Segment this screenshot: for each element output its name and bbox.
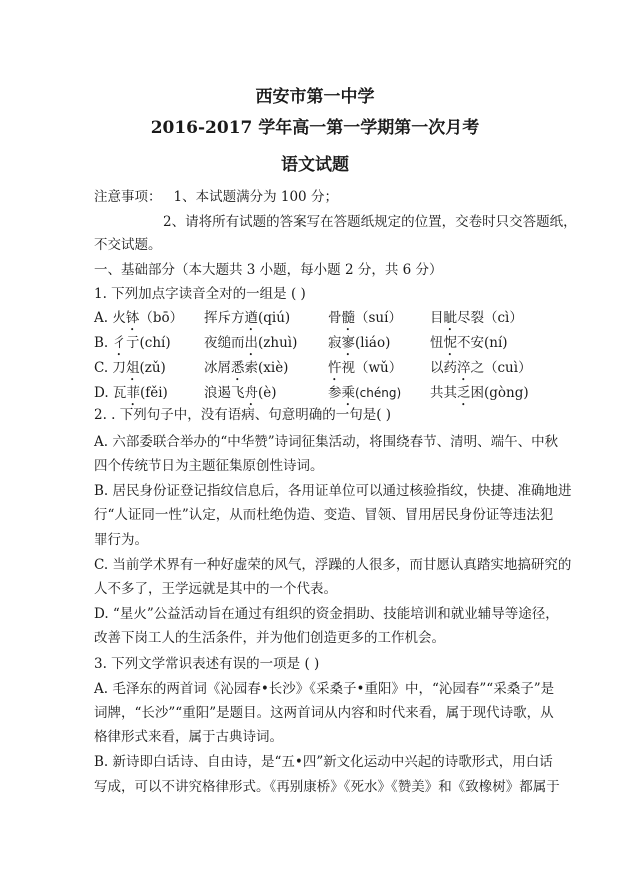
q1-option-c-2: [204, 356, 288, 384]
question-2-option-c-line-2: 人不多了，王学远就是其中的一个代表。: [94, 581, 337, 597]
question-2-option-d-line-1: D. “星火”公益活动旨在通过有组织的资金捐助、技能培训和就业辅导等途径，: [94, 606, 559, 622]
option-pinyin: (zǔ): [139, 360, 166, 376]
question-2-option-b-line-3: 罪行为。: [94, 532, 148, 548]
option-text: 目: [430, 310, 444, 326]
option-pinyin: 视（wǔ）: [341, 360, 403, 376]
dotted-character: 出: [244, 335, 258, 351]
option-pinyin: (liáo): [355, 335, 391, 351]
question-2-option-b-line-2: 行“人证同一性”认定，从而杜绝伪造、变造、冒领、冒用居民身份证等违法犯: [94, 507, 554, 523]
dotted-character: 遒: [244, 310, 258, 326]
option-pinyin: 尽裂（cì）: [457, 310, 523, 326]
q1-option-c-3: [328, 356, 402, 384]
notice-line-1: [94, 185, 338, 205]
option-text: B.: [94, 335, 113, 351]
subject-title: 语文试题: [281, 155, 349, 175]
q1-option-b-1: [94, 331, 171, 359]
q1-option-d-4: [430, 381, 529, 409]
question-3-option-a-line-1: A. 毛泽东的两首词《沁园春•长沙》《采桑子•重阳》中，“沁园春”“采桑子”是: [94, 681, 555, 697]
question-2-option-a-line-2: 四个传统节日为主题征集原创性诗词。: [94, 458, 324, 474]
question-2-option-d-line-2: 改善下岗工人的生活条件，并为他们创造更多的工作机会。: [94, 630, 445, 646]
question-3-option-a-line-3: 格律形式来看，属于古典诗词。: [94, 729, 283, 745]
option-text: 夜缒而: [204, 335, 245, 351]
option-text: 冰屑: [204, 360, 231, 376]
dotted-character: 乘: [341, 385, 355, 401]
option-pinyin: (qiú): [258, 310, 291, 326]
question-3-option-b-line-1: B. 新诗即白话诗、自由诗，是“五•四”新文化运动中兴起的诗歌形式，用白话: [94, 754, 553, 770]
option-pinyin: (chéng): [355, 386, 402, 400]
option-pinyin: (zhuì): [258, 335, 298, 351]
option-text: 浪遏飞: [204, 385, 245, 401]
question-3-stem: 3. 下列文学常识表述有误的一项是 ( ): [94, 656, 320, 672]
dotted-character: 寥: [341, 335, 355, 351]
question-2-option-c-line-1: C. 当前学术界有一种好虚荣的风气，浮躁的人很多，而甘愿认真踏实地搞研究的: [94, 557, 572, 573]
q1-option-a-4: [430, 306, 523, 334]
option-pinyin: (fěi): [139, 385, 168, 401]
option-text: 共其: [430, 385, 457, 401]
dotted-character: 眦: [443, 310, 457, 326]
option-text: A. 火: [94, 310, 126, 326]
q1-option-b-4: [430, 331, 508, 359]
q1-option-b-3: [328, 331, 390, 359]
option-text: D. 瓦: [94, 385, 127, 401]
option-text: 以药: [430, 360, 457, 376]
dotted-character: 乏: [457, 385, 471, 401]
option-text: 寂: [328, 335, 342, 351]
option-pinyin: 之（cuì）: [470, 360, 532, 376]
dotted-character: 忤: [328, 360, 342, 376]
question-2-option-a-line-1: A. 六部委联合举办的“中华赞”诗词征集活动，将围绕春节、清明、端午、中秋: [94, 434, 559, 450]
dotted-character: 淬: [457, 360, 471, 376]
notice-label: 注意事项：: [94, 189, 162, 205]
dotted-character: 髓: [341, 310, 355, 326]
dotted-character: 彳: [112, 335, 127, 351]
question-2-stem: 2. . 下列句子中，没有语病、句意明确的一句是( ): [94, 407, 392, 423]
dotted-character: 俎: [125, 360, 140, 376]
dotted-character: 菲: [126, 385, 140, 401]
school-title: 西安市第一中学: [255, 87, 375, 107]
question-3-option-a-line-2: 词牌，“长沙”“重阳”是题目。这两首词从内容和时代来看，属于现代诗歌，从: [94, 705, 554, 721]
option-pinyin: 索(xiè): [244, 360, 289, 376]
option-pinyin: 不安(ní): [457, 335, 508, 351]
option-text: 骨: [328, 310, 342, 326]
q1-option-c-4: [430, 356, 532, 384]
dotted-character: 舟: [244, 385, 258, 401]
question-2-option-b-line-1: B. 居民身份证登记指纹信息后，各用证单位可以通过核验指纹，快捷、准确地进: [94, 483, 572, 499]
option-pinyin: (è): [258, 385, 277, 401]
q1-option-a-1: [94, 306, 183, 334]
dotted-character: 悉: [231, 360, 245, 376]
option-pinyin: （bō）: [139, 310, 184, 326]
q1-option-a-3: [328, 306, 402, 334]
notice-item-2-cont: 不交试题。: [94, 237, 162, 253]
option-text: C. 刀: [94, 360, 126, 376]
q1-option-b-2: [204, 331, 297, 359]
option-text: 挥斥方: [204, 310, 245, 326]
notice-item-2: 2、请将所有试题的答案写在答题纸规定的位置，交卷时只交答题纸，: [163, 214, 577, 230]
dotted-character: 怩: [443, 335, 457, 351]
q1-option-c-1: [94, 356, 166, 384]
question-1-stem: 1. 下列加点字读音全对的一组是 ( ): [94, 286, 306, 302]
option-pinyin: 困(gòng): [470, 385, 529, 401]
section-1-title: 一、基础部分（本大题共 3 小题，每小题 2 分，共 6 分）: [94, 262, 443, 278]
q1-option-a-2: [204, 306, 290, 334]
option-pinyin: （suí）: [355, 310, 402, 326]
option-text: 忸: [430, 335, 444, 351]
exam-title: 2016-2017 学年高一第一学期第一次月考: [150, 118, 480, 138]
notice-item-1: 1、本试题满分为 100 分；: [173, 189, 338, 205]
question-3-option-b-line-2: 写成，可以不讲究格律形式。《再别康桥》《死水》《赞美》和《致橡树》都属于: [94, 779, 560, 795]
dotted-character: 钵: [125, 310, 140, 326]
option-text: 参: [328, 385, 342, 401]
option-pinyin: 亍(chí): [126, 335, 171, 351]
